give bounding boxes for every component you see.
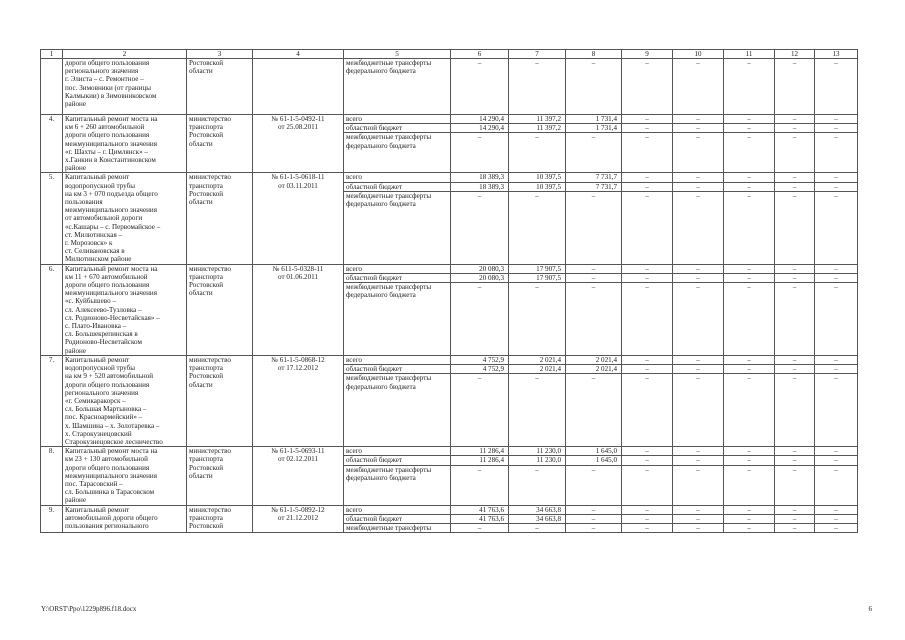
amount-cell: –: [724, 59, 775, 115]
amount-cell: –: [622, 191, 673, 264]
amount-cell: 1 645,0: [566, 456, 622, 465]
column-number: 1: [41, 50, 63, 59]
amount-cell: –: [622, 133, 673, 173]
amount-cell: –: [673, 115, 724, 124]
item-number: 5.: [41, 173, 63, 264]
amount-cell: –: [451, 374, 509, 447]
item-number: 8.: [41, 447, 63, 505]
amount-cell: 10 397,5: [509, 173, 566, 182]
amount-cell: –: [673, 59, 724, 115]
column-number: 10: [673, 50, 724, 59]
amount-cell: –: [451, 133, 509, 173]
object-name: Капитальный ремонт моста на км 23 + 130 автомобильной дороги общего пользования межмуниципального значения пос. Тарасовский – сл. Большинка в Тарасовском районе: [63, 447, 187, 505]
amount-cell: –: [815, 191, 858, 264]
amount-cell: –: [622, 173, 673, 182]
amount-cell: –: [775, 115, 815, 124]
column-number: 9: [622, 50, 673, 59]
amount-cell: –: [451, 191, 509, 264]
amount-cell: –: [622, 115, 673, 124]
table-row: [41, 447, 858, 456]
document-number: № 61-1-5-0492-11 от 25.08.2011: [253, 115, 344, 173]
amount-cell: –: [622, 505, 673, 514]
funding-source: областной бюджет: [344, 365, 451, 374]
amount-cell: –: [815, 355, 858, 364]
amount-cell: –: [815, 523, 858, 532]
amount-cell: –: [775, 59, 815, 115]
amount-cell: –: [673, 456, 724, 465]
document-number: № 611-5-0328-11 от 01.06.2011: [253, 264, 344, 355]
amount-cell: 14 290,4: [451, 115, 509, 124]
object-name: дороги общего пользования регионального значения г. Элиста – с. Ремонтное – пос. Зимовники (от границы Калмыкии) в Зимовниковском районе: [63, 59, 187, 115]
amount-cell: –: [566, 465, 622, 505]
amount-cell: 7 731,7: [566, 173, 622, 182]
amount-cell: –: [673, 514, 724, 523]
amount-cell: –: [724, 115, 775, 124]
amount-cell: –: [509, 283, 566, 356]
amount-cell: 17 907,5: [509, 264, 566, 273]
amount-cell: –: [815, 456, 858, 465]
funding-source: областной бюджет: [344, 273, 451, 282]
amount-cell: 4 752,9: [451, 355, 509, 364]
column-number: 11: [724, 50, 775, 59]
amount-cell: –: [673, 283, 724, 356]
amount-cell: 11 397,2: [509, 115, 566, 124]
amount-cell: –: [566, 133, 622, 173]
column-number: 7: [509, 50, 566, 59]
amount-cell: –: [775, 447, 815, 456]
amount-cell: –: [673, 273, 724, 282]
amount-cell: 11 230,0: [509, 456, 566, 465]
amount-cell: –: [566, 514, 622, 523]
amount-cell: –: [724, 514, 775, 523]
amount-cell: 1 731,4: [566, 115, 622, 124]
amount-cell: –: [775, 264, 815, 273]
amount-cell: –: [815, 273, 858, 282]
amount-cell: –: [815, 182, 858, 191]
table-row: [41, 355, 858, 364]
item-number: 4.: [41, 115, 63, 173]
amount-cell: –: [815, 447, 858, 456]
amount-cell: –: [622, 374, 673, 447]
responsible-org: Ростовской области: [187, 59, 253, 115]
object-name: Капитальный ремонт водопропускной трубы на км 9 + 520 автомобильной дороги общего пользования регионального значения «г. Семикаракорск – сл. Большая Мартыновка – пос. Красноармейский» – х. Шамшина – х. Золотаревка – х. Старокузнецовский Старокузнецовское лесничество: [63, 355, 187, 446]
amount-cell: –: [775, 273, 815, 282]
table-row: [41, 173, 858, 182]
funding-source: областной бюджет: [344, 124, 451, 133]
document-number: № 61-1-5-0868-12 от 17.12.2012: [253, 355, 344, 446]
amount-cell: –: [815, 505, 858, 514]
amount-cell: –: [724, 355, 775, 364]
funding-source: областной бюджет: [344, 514, 451, 523]
item-number: 9.: [41, 505, 63, 533]
amount-cell: –: [622, 273, 673, 282]
amount-cell: –: [622, 456, 673, 465]
amount-cell: –: [451, 59, 509, 115]
amount-cell: –: [622, 523, 673, 532]
amount-cell: –: [775, 456, 815, 465]
column-number: 5: [344, 50, 451, 59]
responsible-org: министерство транспорта Ростовской области: [187, 115, 253, 173]
funding-source: всего: [344, 264, 451, 273]
amount-cell: –: [622, 124, 673, 133]
amount-cell: –: [622, 514, 673, 523]
amount-cell: –: [451, 523, 509, 532]
amount-cell: –: [566, 283, 622, 356]
amount-cell: 34 663,8: [509, 514, 566, 523]
amount-cell: –: [673, 191, 724, 264]
amount-cell: –: [775, 124, 815, 133]
amount-cell: –: [815, 465, 858, 505]
table-row: [41, 505, 858, 514]
item-number: 6.: [41, 264, 63, 355]
amount-cell: –: [724, 456, 775, 465]
amount-cell: –: [815, 124, 858, 133]
table-row: [41, 59, 858, 115]
amount-cell: –: [566, 273, 622, 282]
column-number: 13: [815, 50, 858, 59]
amount-cell: –: [622, 182, 673, 191]
amount-cell: –: [566, 523, 622, 532]
amount-cell: 17 907,5: [509, 273, 566, 282]
amount-cell: 20 080,3: [451, 264, 509, 273]
amount-cell: –: [724, 283, 775, 356]
amount-cell: –: [673, 523, 724, 532]
amount-cell: –: [815, 374, 858, 447]
item-number: [41, 59, 63, 115]
amount-cell: 11 286,4: [451, 447, 509, 456]
amount-cell: –: [724, 505, 775, 514]
page-number: 6: [868, 605, 872, 613]
amount-cell: –: [451, 283, 509, 356]
table-row: [41, 264, 858, 273]
document-number: № 61-1-5-0693-11 от 02.12.2011: [253, 447, 344, 505]
amount-cell: –: [622, 264, 673, 273]
amount-cell: 18 389,3: [451, 173, 509, 182]
amount-cell: –: [451, 465, 509, 505]
amount-cell: –: [566, 374, 622, 447]
amount-cell: 41 763,6: [451, 514, 509, 523]
funding-source: межбюджетные трансферты федерального бюджета: [344, 133, 451, 173]
amount-cell: –: [815, 264, 858, 273]
amount-cell: –: [673, 264, 724, 273]
amount-cell: –: [724, 273, 775, 282]
amount-cell: 20 080,3: [451, 273, 509, 282]
amount-cell: –: [673, 355, 724, 364]
amount-cell: –: [775, 374, 815, 447]
amount-cell: 1 731,4: [566, 124, 622, 133]
funding-source: всего: [344, 355, 451, 364]
amount-cell: –: [724, 133, 775, 173]
funding-source: всего: [344, 173, 451, 182]
amount-cell: –: [724, 465, 775, 505]
column-number: 3: [187, 50, 253, 59]
funding-source: межбюджетные трансферты федерального бюджета: [344, 191, 451, 264]
amount-cell: 11 286,4: [451, 456, 509, 465]
amount-cell: 34 663,8: [509, 505, 566, 514]
column-number: 12: [775, 50, 815, 59]
responsible-org: министерство транспорта Ростовской области: [187, 264, 253, 355]
amount-cell: –: [724, 447, 775, 456]
document-number: № 61-1-5-0618-11 от 03.11.2011: [253, 173, 344, 264]
amount-cell: –: [724, 191, 775, 264]
object-name: Капитальный ремонт моста на км 11 + 670 автомобильной дороги общего пользования межмуниципального значения «с. Куйбышево – сл. Алексеево-Тузловка – сл. Родионово-Несветайская» – с. Плато-Ивановка – сл. Большекрепинская в Родионово-Несветайском районе: [63, 264, 187, 355]
amount-cell: –: [724, 182, 775, 191]
amount-cell: –: [622, 465, 673, 505]
amount-cell: –: [775, 182, 815, 191]
amount-cell: 2 021,4: [566, 355, 622, 364]
amount-cell: –: [815, 133, 858, 173]
amount-cell: 41 763,6: [451, 505, 509, 514]
funding-source: всего: [344, 115, 451, 124]
amount-cell: –: [775, 505, 815, 514]
amount-cell: –: [673, 465, 724, 505]
budget-table: [40, 49, 858, 533]
amount-cell: 14 290,4: [451, 124, 509, 133]
funding-source: межбюджетные трансферты: [344, 523, 451, 532]
amount-cell: 2 021,4: [509, 365, 566, 374]
amount-cell: –: [509, 133, 566, 173]
amount-cell: 4 752,9: [451, 365, 509, 374]
amount-cell: –: [509, 59, 566, 115]
funding-source: межбюджетные трансферты федерального бюджета: [344, 374, 451, 447]
column-number: 8: [566, 50, 622, 59]
amount-cell: –: [509, 523, 566, 532]
amount-cell: –: [509, 465, 566, 505]
document-number: [253, 59, 344, 115]
object-name: Капитальный ремонт автомобильной дороги общего пользования регионального: [63, 505, 187, 533]
amount-cell: 10 397,5: [509, 182, 566, 191]
funding-source: областной бюджет: [344, 182, 451, 191]
amount-cell: –: [775, 514, 815, 523]
amount-cell: –: [673, 133, 724, 173]
amount-cell: 18 389,3: [451, 182, 509, 191]
column-number: 4: [253, 50, 344, 59]
amount-cell: –: [566, 505, 622, 514]
amount-cell: –: [673, 173, 724, 182]
object-name: Капитальный ремонт моста на км 6 + 260 автомобильной дороги общего пользования межмуниципального значения «г. Шахты – г. Цимлянск» – х.Ганкин в Константиновском районе: [63, 115, 187, 173]
amount-cell: –: [815, 365, 858, 374]
responsible-org: министерство транспорта Ростовской области: [187, 173, 253, 264]
amount-cell: –: [622, 355, 673, 364]
column-number: 2: [63, 50, 187, 59]
amount-cell: –: [673, 374, 724, 447]
amount-cell: –: [775, 173, 815, 182]
amount-cell: –: [775, 355, 815, 364]
amount-cell: –: [509, 191, 566, 264]
amount-cell: –: [775, 523, 815, 532]
amount-cell: 7 731,7: [566, 182, 622, 191]
amount-cell: –: [724, 264, 775, 273]
responsible-org: министерство транспорта Ростовской области: [187, 447, 253, 505]
table-row: [41, 115, 858, 124]
amount-cell: –: [724, 523, 775, 532]
amount-cell: –: [673, 124, 724, 133]
amount-cell: –: [815, 115, 858, 124]
responsible-org: министерство транспорта Ростовской: [187, 505, 253, 533]
column-number-row: [41, 50, 858, 59]
funding-source: межбюджетные трансферты федерального бюджета: [344, 59, 451, 115]
amount-cell: –: [815, 173, 858, 182]
amount-cell: 11 230,0: [509, 447, 566, 456]
amount-cell: –: [622, 447, 673, 456]
amount-cell: 2 021,4: [509, 355, 566, 364]
amount-cell: –: [775, 133, 815, 173]
footer-file-path: Y:\ORST\Ppo\1229p896.f18.docx: [41, 605, 137, 613]
amount-cell: –: [622, 283, 673, 356]
amount-cell: –: [724, 124, 775, 133]
amount-cell: –: [673, 182, 724, 191]
amount-cell: –: [775, 283, 815, 356]
amount-cell: –: [815, 59, 858, 115]
item-number: 7.: [41, 355, 63, 446]
document-number: № 61-1-5-0892-12 от 21.12.2012: [253, 505, 344, 533]
amount-cell: –: [724, 374, 775, 447]
amount-cell: –: [815, 514, 858, 523]
amount-cell: –: [673, 447, 724, 456]
amount-cell: –: [622, 365, 673, 374]
amount-cell: –: [566, 191, 622, 264]
amount-cell: –: [724, 365, 775, 374]
amount-cell: –: [509, 374, 566, 447]
funding-source: всего: [344, 505, 451, 514]
amount-cell: 2 021,4: [566, 365, 622, 374]
column-number: 6: [451, 50, 509, 59]
amount-cell: 1 645,0: [566, 447, 622, 456]
amount-cell: –: [724, 173, 775, 182]
amount-cell: –: [566, 264, 622, 273]
amount-cell: 11 397,2: [509, 124, 566, 133]
amount-cell: –: [622, 59, 673, 115]
amount-cell: –: [775, 465, 815, 505]
responsible-org: министерство транспорта Ростовской области: [187, 355, 253, 446]
funding-source: межбюджетные трансферты федерального бюджета: [344, 283, 451, 356]
funding-source: всего: [344, 447, 451, 456]
amount-cell: –: [775, 365, 815, 374]
amount-cell: –: [815, 283, 858, 356]
funding-source: межбюджетные трансферты федерального бюджета: [344, 465, 451, 505]
object-name: Капитальный ремонт водопропускной трубы на км 3 + 070 подъезда общего пользования межмуниципального значения от автомобильной дороги «с.Кашары – с. Первомайское – ст. Милютинская – г. Морозовск» к ст. Селивановская в Милютинском районе: [63, 173, 187, 264]
amount-cell: –: [673, 365, 724, 374]
funding-source: областной бюджет: [344, 456, 451, 465]
amount-cell: –: [673, 505, 724, 514]
amount-cell: –: [775, 191, 815, 264]
amount-cell: –: [566, 59, 622, 115]
